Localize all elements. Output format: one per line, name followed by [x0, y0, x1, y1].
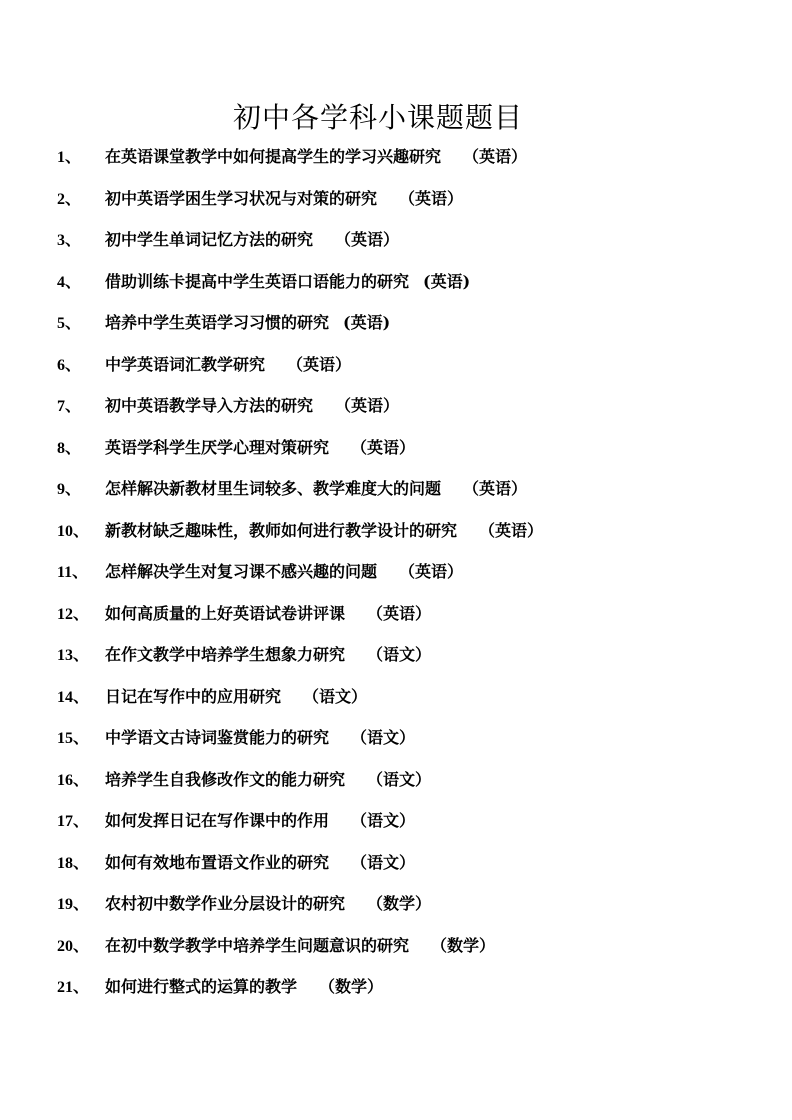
topic-number: 18、 [57, 855, 90, 872]
topic-title: 如何发挥日记在写作课中的作用 [105, 811, 330, 830]
list-item [57, 270, 470, 294]
topic-subject: （英语） [335, 396, 400, 415]
topic-subject: (英语) [423, 272, 471, 291]
page-title: 初中各学科小课题题目 [232, 101, 523, 134]
list-item [57, 394, 399, 418]
topic-title: 在初中数学教学中培养学生问题意识的研究 [105, 936, 410, 955]
topic-title: 如何高质量的上好英语试卷讲评课 [105, 604, 346, 623]
topic-number: 5、 [57, 315, 82, 332]
topic-subject: （英语） [479, 521, 544, 540]
topic-title: 中学英语词汇教学研究 [105, 355, 266, 374]
list-item [57, 519, 543, 543]
topic-subject: （英语） [399, 562, 464, 581]
topic-subject: (英语) [343, 313, 391, 332]
topic-title: 如何进行整式的运算的教学 [105, 977, 298, 996]
topic-subject: （数学） [319, 977, 384, 996]
topic-number: 3、 [57, 232, 82, 249]
topic-number: 16、 [57, 772, 90, 789]
topic-title: 怎样解决学生对复习课不感兴趣的问题 [105, 562, 378, 581]
list-item [57, 934, 495, 958]
list-item [57, 477, 527, 501]
topic-number: 19、 [57, 896, 90, 913]
topic-number: 11、 [57, 564, 89, 581]
list-item [57, 851, 415, 875]
topic-title: 新教材缺乏趣味性，教师如何进行教学设计的研究 [105, 521, 458, 540]
topic-subject: （英语） [367, 604, 432, 623]
topic-number: 15、 [57, 730, 90, 747]
topic-number: 7、 [57, 398, 82, 415]
topic-number: 6、 [57, 357, 82, 374]
topic-title: 初中学生单词记忆方法的研究 [105, 230, 314, 249]
topic-title: 日记在写作中的应用研究 [105, 687, 282, 706]
topic-title: 中学语文古诗词鉴赏能力的研究 [105, 728, 330, 747]
topic-number: 9、 [57, 481, 82, 498]
topic-subject: （语文） [367, 645, 432, 664]
list-item [57, 892, 431, 916]
topic-number: 13、 [57, 647, 90, 664]
topic-title: 借助训练卡提高中学生英语口语能力的研究 [105, 272, 410, 291]
topic-title: 在作文教学中培养学生想象力研究 [105, 645, 346, 664]
topic-subject: （语文） [367, 770, 432, 789]
topic-number: 14、 [57, 689, 90, 706]
list-item [57, 726, 415, 750]
list-item [57, 809, 415, 833]
topic-subject: （数学） [431, 936, 496, 955]
topic-title: 怎样解决新教材里生词较多、教学难度大的问题 [105, 479, 442, 498]
topic-title: 在英语课堂教学中如何提高学生的学习兴趣研究 [105, 147, 442, 166]
list-item [57, 145, 527, 169]
topic-number: 1、 [57, 149, 82, 166]
list-item [57, 187, 463, 211]
topic-title: 培养学生自我修改作文的能力研究 [105, 770, 346, 789]
topic-number: 17、 [57, 813, 90, 830]
topic-title: 农村初中数学作业分层设计的研究 [105, 894, 346, 913]
list-item [57, 602, 431, 626]
list-item [57, 685, 367, 709]
topic-number: 2、 [57, 191, 82, 208]
topic-subject: （语文） [351, 811, 416, 830]
topic-title: 培养中学生英语学习习惯的研究 [105, 313, 330, 332]
topic-number: 20、 [57, 938, 90, 955]
topic-title: 初中英语学困生学习状况与对策的研究 [105, 189, 378, 208]
topic-subject: （数学） [367, 894, 432, 913]
topic-title: 初中英语教学导入方法的研究 [105, 396, 314, 415]
topic-number: 10、 [57, 523, 90, 540]
topic-subject: （语文） [303, 687, 368, 706]
topic-subject: （语文） [351, 853, 416, 872]
topic-subject: （语文） [351, 728, 416, 747]
list-item [57, 768, 431, 792]
topic-number: 4、 [57, 274, 82, 291]
list-item [57, 311, 390, 335]
topic-subject: （英语） [351, 438, 416, 457]
list-item [57, 643, 431, 667]
topic-number: 8、 [57, 440, 82, 457]
list-item [57, 228, 399, 252]
topic-subject: （英语） [399, 189, 464, 208]
list-item [57, 353, 351, 377]
topic-subject: （英语） [463, 479, 528, 498]
topic-subject: （英语） [335, 230, 400, 249]
topic-title: 如何有效地布置语文作业的研究 [105, 853, 330, 872]
list-item [57, 436, 415, 460]
topic-number: 12、 [57, 606, 90, 623]
list-item [57, 560, 463, 584]
topic-subject: （英语） [287, 355, 352, 374]
topic-title: 英语学科学生厌学心理对策研究 [105, 438, 330, 457]
topic-number: 21、 [57, 979, 90, 996]
list-item [57, 975, 383, 999]
topic-subject: （英语） [463, 147, 528, 166]
